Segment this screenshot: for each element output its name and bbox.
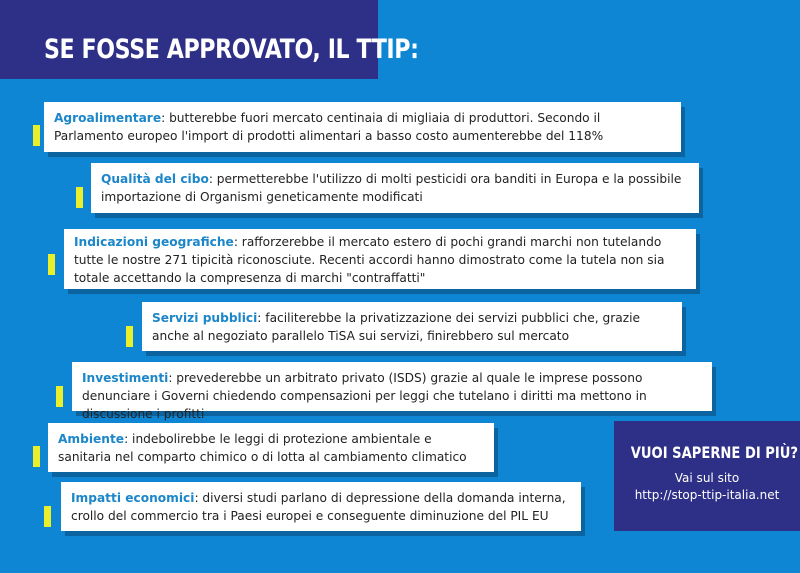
card-key: Impatti economici [71, 491, 195, 505]
marker-investimenti [56, 386, 63, 407]
card-text: : indebolirebbe le leggi di protezione ambientale e sanitaria nel comparto chimico o di lotta al cambiamento climatico [58, 432, 467, 464]
card-key: Qualità del cibo [101, 172, 209, 186]
card-agroalimentare [44, 102, 681, 152]
card-servizi [142, 302, 682, 351]
card-impatti [61, 482, 581, 531]
card-investimenti [72, 362, 712, 421]
card-ambiente [48, 423, 494, 472]
card-text: : rafforzerebbe il mercato estero di pochi grandi marchi non tutelando tutte le nostre 271 tipicità riconosciute. Recenti accordi hanno dimostrato come la tutela non sia totale accettando la compresenza di marchi "contraffatti" [74, 235, 665, 285]
card-text: : diversi studi parlano di depressione della domanda interna, crollo del commercio tra i Paesi europei e conseguente diminuzione del PIL EU [71, 491, 566, 523]
marker-servizi [126, 326, 133, 347]
marker-ambiente [33, 446, 40, 467]
info-title: VUOI SAPERNE DI PIÙ? [630, 443, 799, 462]
card-text: : butterebbe fuori mercato centinaia di migliaia di produttori. Secondo il Parlamento europeo l'import di prodotti alimentari a basso costo aumenterebbe del 118% [54, 111, 604, 143]
info-box [614, 421, 800, 531]
marker-agroalimentare [33, 125, 40, 146]
marker-qualita-cibo [76, 187, 83, 208]
card-key: Agroalimentare [54, 111, 162, 125]
card-text: : prevederebbe un arbitrato privato (ISDS) grazie al quale le imprese possono denunciare i Governi chiedendo compensazioni per leggi che tutelano i diritti ma mettono in discussione i profitti [82, 371, 647, 421]
info-subtitle: Vai sul sito [674, 471, 740, 485]
card-qualita-cibo [91, 163, 699, 213]
marker-impatti [44, 506, 51, 527]
card-key: Investimenti [82, 371, 169, 385]
page-title: SE FOSSE APPROVATO, IL TTIP: [44, 34, 419, 65]
info-link[interactable]: http://stop-ttip-italia.net [634, 488, 780, 502]
card-text: : faciliterebbe la privatizzazione dei servizi pubblici che, grazie anche al negoziato parallelo TiSA sui servizi, finirebbero sul mercato [152, 311, 641, 343]
card-key: Servizi pubblici [152, 311, 258, 325]
card-key: Indicazioni geografiche [74, 235, 234, 249]
marker-indicazioni [48, 254, 55, 275]
card-indicazioni [64, 229, 696, 289]
card-key: Ambiente [58, 432, 125, 446]
card-text: : permetterebbe l'utilizzo di molti pesticidi ora banditi in Europa e la possibile importazione di Organismi geneticamente modificati [101, 172, 682, 204]
